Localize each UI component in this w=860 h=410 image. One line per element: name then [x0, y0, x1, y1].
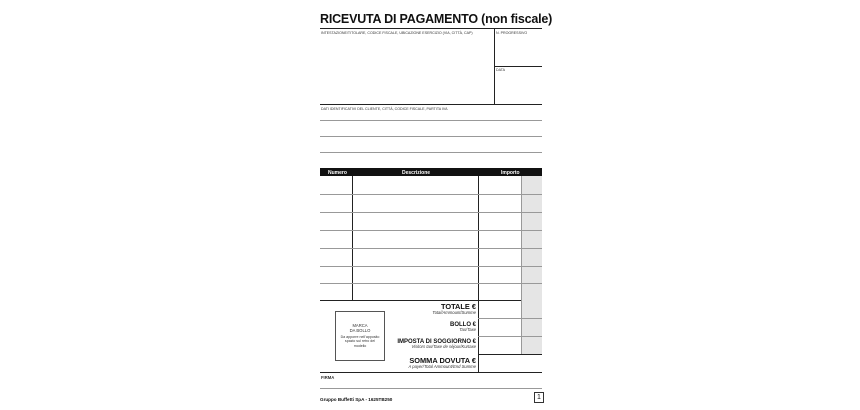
stamp-tax-label	[450, 322, 476, 332]
tourist-tax-label-sub: Visitors tax/Taxe de séjour/Kurtaxe	[411, 344, 476, 349]
client-line-1	[320, 120, 542, 121]
totals-row-rule	[478, 318, 542, 319]
stamp-box-line2: DA BOLLO	[349, 328, 371, 333]
table-row	[320, 212, 542, 213]
table-row	[320, 194, 542, 195]
totals-row-rule	[478, 354, 542, 355]
stamp-box-note: Da apporre nell'apposito spazio sul retro del modello	[340, 335, 380, 348]
totals-cents-divider	[521, 300, 522, 354]
amount-due-label-main: SOMMA DOVUTA €	[409, 356, 476, 365]
receipt-form	[320, 10, 553, 405]
client-label: DATI IDENTIFICATIVI DEL CLIENTE, CITTÀ, CODICE FISCALE, PARTITA IVA	[321, 107, 448, 111]
table-row	[320, 283, 542, 284]
table-header	[320, 168, 542, 176]
page-title: RICEVUTA DI PAGAMENTO (non fiscale)	[320, 12, 553, 26]
stamp-tax-label-sub: Tax/Taxe	[459, 327, 476, 332]
progressive-label: N. PROGRESSIVO	[496, 31, 528, 35]
total-label	[432, 302, 476, 315]
progressive-rule	[494, 66, 542, 67]
tourist-tax-label-main: IMPOSTA DI SOGGIORNO €	[397, 339, 476, 345]
table-row	[320, 266, 542, 267]
col-header-numero: Numero	[328, 169, 347, 176]
totals-row-rule	[478, 336, 542, 337]
total-label-sub: Total/Ammount/Summe	[432, 310, 476, 315]
totals-bottom-rule	[320, 372, 542, 373]
stamp-box-line1: MARCA	[352, 323, 368, 328]
issuer-label: INTESTAZIONE/TITOLARE, CODICE FISCALE, UBICAZIONE ESERCIZIO (VIA, CITTÀ, CAP)	[321, 31, 473, 35]
col-header-descrizione: Descrizione	[402, 169, 431, 176]
tourist-tax-label	[397, 339, 476, 349]
page-number: 1	[534, 392, 544, 403]
total-label-main: TOTALE €	[440, 302, 476, 311]
signature-label: FIRMA	[321, 375, 335, 380]
col-header-importo: Importo	[501, 169, 520, 176]
client-line-2	[320, 136, 542, 137]
amount-due-label	[409, 356, 477, 369]
table-row	[320, 230, 542, 231]
revenue-stamp-box	[335, 311, 385, 361]
table-row	[320, 248, 542, 249]
totals-cents-shade	[521, 300, 542, 354]
footer-brand: Gruppo Buffetti SpA - 1625TB250	[320, 397, 393, 402]
amount-due-label-sub: A payer/Total Ammount/End Summe	[408, 364, 476, 369]
stamp-tax-label-main: BOLLO €	[449, 322, 476, 328]
signature-rule	[320, 388, 542, 389]
table-bottom-rule	[320, 300, 542, 301]
issuer-bottom-rule	[320, 104, 542, 105]
title-rule	[320, 28, 542, 29]
date-label: DATA	[496, 68, 506, 72]
client-line-3	[320, 152, 542, 153]
